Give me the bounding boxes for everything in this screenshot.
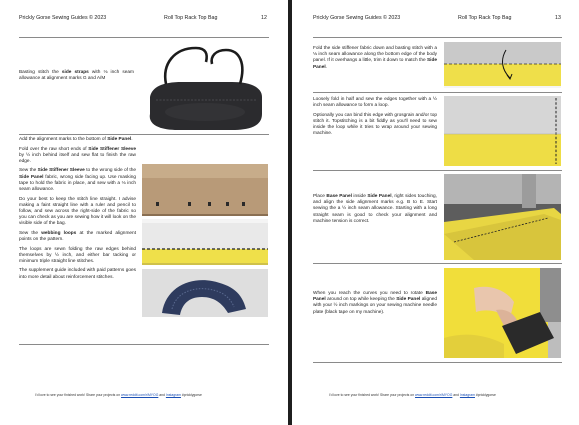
step-text-form-loop: Loosely fold in half and sew the edges together with a ½ inch seam allowance to form a loop. Optionally you can bind this edge with grosgrain and/or top stitch it. Topstitching is a bit fiddly as you'll need to sew inside the loop while it tries to wrap around your sewing machine. bbox=[313, 97, 437, 137]
page-13 bbox=[292, 0, 579, 425]
photo-rotate-base-panel bbox=[444, 268, 561, 358]
section-divider bbox=[19, 344, 269, 345]
section-divider bbox=[19, 134, 269, 135]
footer-note: I'd love to see your finished work! Share your projects on www.reddit.com/r/MYOG and Instagram #pricklygorse bbox=[329, 393, 496, 397]
photo-sewing-base-panel bbox=[444, 174, 561, 260]
photo-webbing-loops bbox=[142, 269, 268, 317]
step-text-rotate-base-panel: When you reach the curves you need to rotate Base Panel around on top while keeping the Side Panel aligned with your ½ inch markings on your sewing machine needle plate (black tape on my machine). bbox=[313, 291, 438, 315]
section-divider bbox=[313, 362, 562, 363]
instagram-link[interactable]: Instagram bbox=[165, 393, 181, 397]
step-text-fold-stiffener: Fold the side stiffener fabric down and basting stitch with a ⅛ inch seam allowance along the bottom edge of the body panel. If it overhangs a little, trim it down to match the Side Panel. bbox=[313, 46, 437, 70]
step-text-side-stiffener: Add the alignment marks to the bottom of Side Panel. Fold over the raw short ends of Side Stiffener Sleeve by ½ inch behind itself and sew flat to finish the raw edge. Sew the Side Stiffener Sleeve to the wrong side of the Side Panel fabric, wrong side facing up. Use masking tape to hold the fabric in place, and sew with a ⅛ inch seam allowance. Do your best to keep the stitch line straight. I advise making a faint straight line with a ruler and pencil to follow, and sew across the right-side of the fabric so you can check as you are sewing how it will look on the visible side of the bag. Sew the webbing loops at the marked alignment points on the pattern. The loops are sewn folding the raw edges behind themselves by ½ inch, and either bar tacking or minimum triple straight line stitches. The supplement guide included with paid patterns goes into more detail about reinforcement stitches. bbox=[19, 137, 137, 280]
section-divider bbox=[313, 263, 562, 264]
step-text-place-base-panel: Place Base Panel inside Side Panel, right sides touching, and align the side alignment marks e.g. B to E. Start sewing the a ½ inch seam allowance. Starting with a long straight seam is good to check your alignment and machine tension is correct. bbox=[313, 194, 437, 224]
page-12 bbox=[0, 0, 288, 425]
page-number: 13 bbox=[555, 15, 561, 21]
header-series: Prickly Gorse Sewing Guides © 2023 bbox=[19, 15, 107, 21]
section-divider bbox=[313, 92, 562, 93]
section-divider bbox=[313, 170, 562, 171]
instagram-link[interactable]: Instagram bbox=[459, 393, 475, 397]
reddit-link[interactable]: www.reddit.com/r/MYOG bbox=[121, 393, 159, 397]
page-number: 12 bbox=[261, 15, 267, 21]
photo-alignment-marks bbox=[142, 164, 268, 216]
photo-stiffener-sleeve bbox=[142, 219, 268, 265]
section-divider bbox=[313, 37, 562, 38]
header-series: Prickly Gorse Sewing Guides © 2023 bbox=[313, 15, 401, 21]
photo-form-loop bbox=[444, 96, 561, 166]
header-title: Roll Top Rack Top Bag bbox=[164, 15, 218, 21]
step-text-side-straps: Basting stitch the side straps with ⅛ inch seam allowance at alignment marks G and A/M bbox=[19, 70, 134, 82]
photo-fold-stiffener bbox=[444, 42, 561, 88]
photo-side-straps bbox=[142, 42, 268, 130]
reddit-link[interactable]: www.reddit.com/r/MYOG bbox=[415, 393, 453, 397]
header-title: Roll Top Rack Top Bag bbox=[458, 15, 512, 21]
footer-note: I'd love to see your finished work! Share your projects on www.reddit.com/r/MYOG and Instagram #pricklygorse bbox=[35, 393, 202, 397]
section-divider bbox=[19, 37, 269, 38]
